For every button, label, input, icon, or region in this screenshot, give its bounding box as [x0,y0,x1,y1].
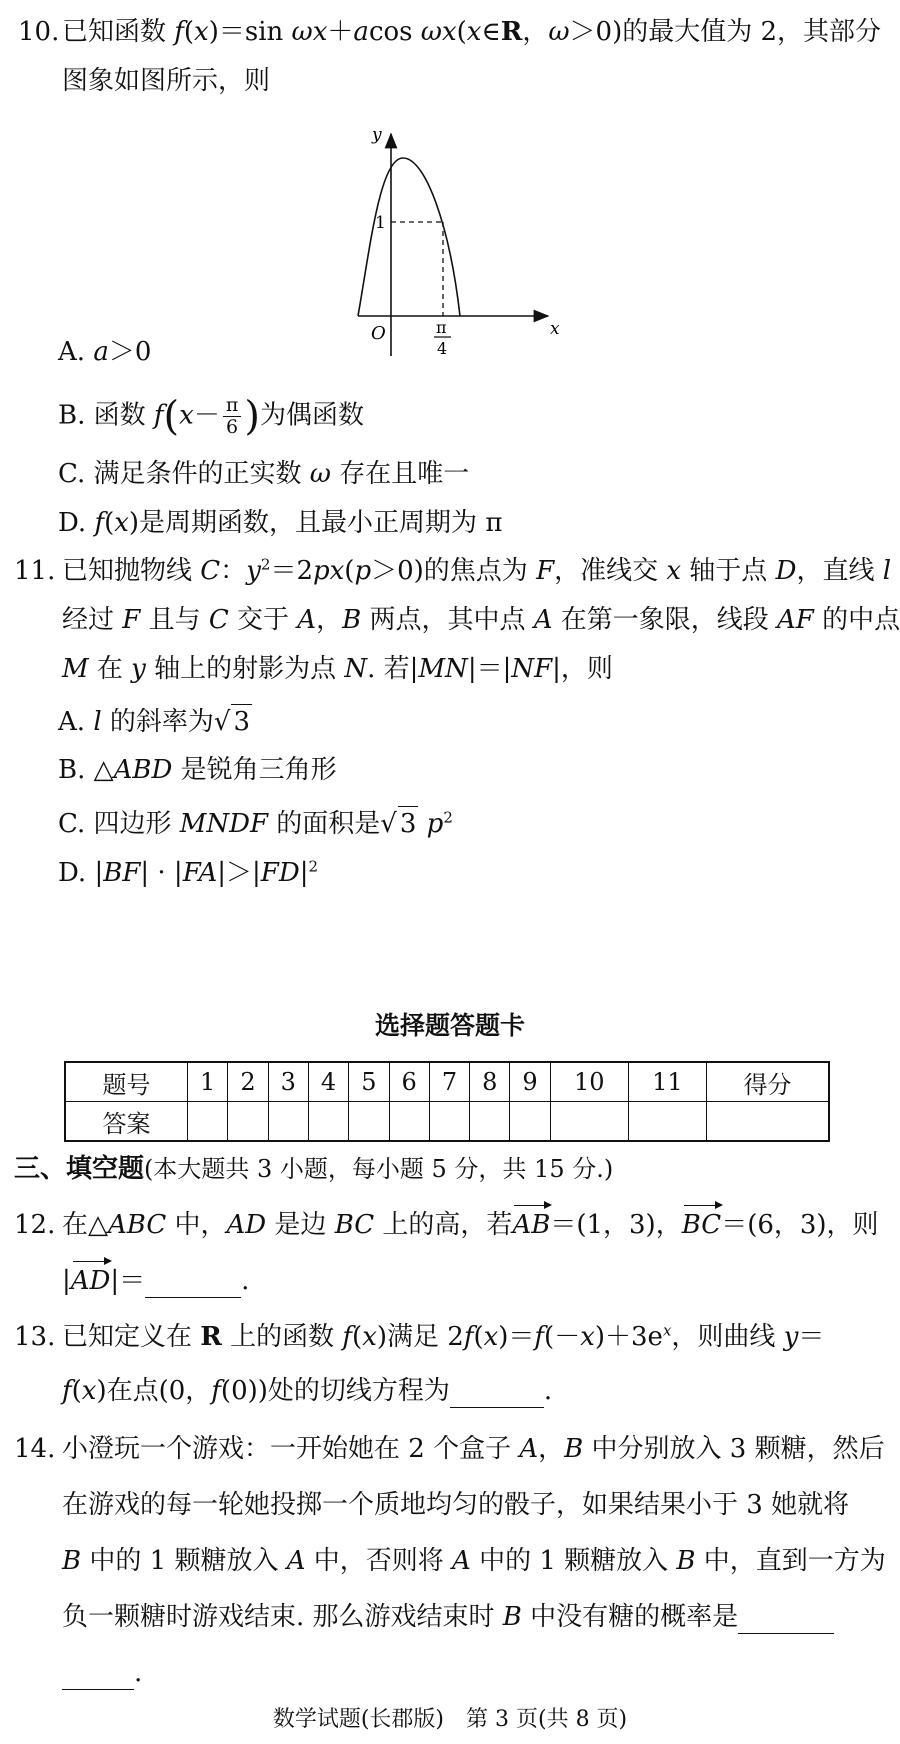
option-text: A. [58,707,94,737]
q10-text: R [500,17,523,47]
answer-blank[interactable] [450,1381,544,1408]
q11-text: C [208,605,229,635]
q11-option-a-text: A. l 的斜率为√ 3 [58,704,252,739]
q12-stem [62,1208,879,1242]
q13-text: x [580,1322,595,1352]
answer-card-row-label: 答案 [65,1102,188,1142]
right-paren: ) [244,393,260,440]
q11-text: 轴上的射影为点 [145,654,345,684]
q12-text: | [62,1266,71,1296]
q11-text: ，直线 [796,556,883,586]
q11-text: 轴于点 [681,556,776,586]
option-text: )是周期函数，且最小正周期为 π [128,508,503,538]
q13-text: x [81,1376,97,1406]
q13-number: 13. [14,1322,56,1352]
option-text: 为偶函数 [259,400,364,431]
page-footer: 数学试题(长郡版) 第 3 页(共 8 页) [272,1707,628,1732]
q12-stem-2 [62,1264,249,1298]
option-text: － [193,400,220,431]
tick-label-one: 1 [375,213,386,233]
answer-card-header-cell: 10 [550,1062,628,1102]
q10-text: ∈ [481,17,501,47]
answer-card-table [64,1061,830,1142]
answer-card-header-cell: 题号 [65,1062,188,1102]
fraction-denominator: 6 [226,416,239,438]
q12-text: . [241,1266,250,1296]
q14-text: B [676,1546,696,1576]
answer-card-header-cell: 6 [389,1062,429,1102]
option-text: 2 [443,808,453,827]
answer-card-header-cell: 11 [628,1062,706,1102]
q11-text: |＝| [467,654,512,684]
answer-cell[interactable] [228,1102,268,1142]
q10-option-a-text [58,335,151,369]
q10-text: ( [183,17,195,47]
q13-text: ＝ [798,1322,825,1352]
q10-text: ＋ [327,17,354,47]
q13-stem [62,1320,824,1354]
option-text: ABD [113,755,173,785]
y-axis-label: y [372,128,382,145]
answer-cell[interactable] [628,1102,706,1142]
q12-text: 在△ [62,1210,108,1240]
q12-number: 12. [14,1210,56,1240]
q10-stem [62,15,881,49]
q11-option-b-text [58,753,337,787]
q11-text: NF [511,654,553,684]
q13-stem-2 [62,1374,552,1408]
q11-text: y [246,556,261,586]
q13-text: (－ [544,1322,581,1352]
q14-text: 中没有糖的概率是 [521,1602,739,1632]
q10-text: x [194,17,209,47]
q12-text: 中， [166,1210,227,1240]
q13-text: f [342,1322,353,1352]
vector-ab: AB [512,1210,551,1240]
option-text: 是锐角三角形 [172,755,337,785]
q10-text: a [353,17,369,47]
q12-text: ＝(1，3)， [550,1210,682,1240]
option-text: BF [103,858,141,888]
q11-text: 已知抛物线 [62,556,201,586]
q10-text: )＝sin [208,17,292,47]
q14-text: . [134,1658,143,1688]
q11-text: 且与 [140,605,209,635]
q11-option-d-text [58,856,318,890]
option-text: p [418,809,444,839]
q13-text: x [483,1322,499,1352]
option-text: B. 函数 [58,400,154,431]
q11-text: MN [418,654,468,684]
q10-text: 已知函数 [62,17,175,47]
answer-card-header-cell: 5 [349,1062,389,1102]
sine-curve [358,158,460,316]
answer-card-header-cell: 4 [308,1062,348,1102]
q11-stem-2 [62,603,900,637]
option-text: FA [182,858,218,888]
option-text: a [93,337,109,367]
option-text: | [299,858,309,888]
q11-number: 11. [14,556,56,586]
q11-text: l [882,556,892,586]
q11-text: . 若| [367,654,419,684]
q14-text: B [62,1546,82,1576]
q13-text: (0))处的切线方程为 [220,1376,450,1406]
q13-text: f [534,1322,545,1352]
option-text: x [179,400,194,431]
q11-text: 经过 [62,605,123,635]
q11-text: 交于 [228,605,298,635]
q13-text: f [463,1322,474,1352]
q11-text: 两点，其中点 [361,605,534,635]
answer-cell[interactable] [429,1102,469,1142]
q10-option-d-text [58,506,502,540]
answer-card-title: 选择题答题卡 [374,1011,525,1040]
q13-text: 上的函数 [221,1322,343,1352]
q11-stem [62,554,891,588]
q12-text: AD [226,1210,267,1240]
q10-text: ωx [291,17,328,47]
answer-cell[interactable] [349,1102,389,1142]
q11-text: AF [777,605,814,635]
q13-text: . [543,1376,553,1406]
q11-text: N [344,654,368,684]
section-3-heading-text [14,1152,613,1186]
q11-text: |，则 [552,654,613,684]
answer-cell[interactable] [550,1102,628,1142]
q11-text: F [536,556,555,586]
q13-text: ( [71,1376,82,1406]
left-paren: ( [163,393,180,440]
q11-text: F [122,605,141,635]
q11-text: B [342,605,362,635]
q10-text: ωx [420,17,457,47]
q11-text: M [62,654,89,684]
q13-text: ( [352,1322,363,1352]
q13-text: y [783,1322,799,1352]
q11-text: A [297,605,317,635]
option-text: | · | [140,858,183,888]
q11-text: ( [344,556,355,586]
q13-text: 已知定义在 [62,1322,201,1352]
q12-text: ABC [108,1210,167,1240]
option-text: f [153,400,164,431]
option-text: FD [260,858,300,888]
q14-stem [62,1432,885,1466]
q12-text: |＝ [110,1266,146,1296]
q11-text: C [200,556,221,586]
q11-text: 2 [260,555,271,574]
q14-stem-5 [62,1656,142,1690]
q11-text: p [354,556,372,586]
q14-text: A [452,1546,471,1576]
q12-text: 上的高，若 [374,1210,513,1240]
option-text: ω [309,459,331,489]
q13-text: x [362,1322,377,1352]
section-title: 三、填空题 [14,1154,145,1184]
option-text: C. 满足条件的正实数 [58,459,310,489]
q14-text: 小澄玩一个游戏：一开始她在 2 个盒子 [62,1434,520,1464]
fraction-numerator: π [223,395,242,417]
option-text: A. [58,337,94,367]
q11-text: x [666,556,682,586]
option-text: D. [58,508,95,538]
answer-blank[interactable] [145,1271,241,1298]
q14-text: B [564,1434,584,1464]
q14-text: B [502,1602,522,1632]
answer-card-header-cell: 得分 [706,1062,829,1102]
q14-text: 中，直到一方为 [695,1546,886,1576]
answer-card-header-cell: 1 [188,1062,228,1102]
q13-text: )满足 2 [376,1322,464,1352]
answer-cell[interactable] [188,1102,228,1142]
q12-text: BC [334,1210,375,1240]
option-text: 的面积是 [268,809,381,839]
answer-cell[interactable] [308,1102,348,1142]
option-text: ＞0 [108,337,152,367]
x-axis-label: x [550,319,560,339]
answer-cell[interactable] [470,1102,510,1142]
option-text: C. 四边形 [58,809,180,839]
sqrt-radicand: 3 [231,704,252,739]
q11-text: 的中点 [813,605,900,635]
q11-text: ＞0)的焦点为 [371,556,537,586]
answer-card-answer-row [65,1102,829,1142]
option-text: B. △ [58,755,114,785]
answer-card-header-cell: 7 [429,1062,469,1102]
option-text: 的斜率为 [101,707,214,737]
q11-text: y [131,654,146,684]
q14-text: 中分别放入 3 颗糖，然后 [583,1434,885,1464]
q13-text: R [200,1322,222,1352]
option-text: l [93,707,102,737]
q14-text: A [286,1546,306,1576]
option-text: 存在且唯一 [330,459,470,489]
q11-text: 在 [88,654,132,684]
q10-number: 10. [18,17,60,47]
q10-text: cos [368,17,421,47]
q13-text: )＋3e [594,1322,663,1352]
tick-label-pi: π [436,318,447,337]
answer-card-header-cell: 2 [228,1062,268,1102]
q14-stem-3 [62,1544,886,1578]
q11-text: D [775,556,797,586]
q11-text: ： [220,556,247,586]
q14-stem-2: 在游戏的每一轮她投掷一个质地均匀的骰子，如果结果小于 3 她就将 [62,1490,850,1520]
q13-text: f [62,1376,72,1406]
answer-card-header-cell: 8 [470,1062,510,1102]
q11-text: ＝2 [270,556,313,586]
tick-label-four: 4 [437,339,448,358]
answer-cell[interactable] [510,1102,550,1142]
option-text: x [114,508,129,538]
q14-text: A [519,1434,539,1464]
option-text: ( [104,508,115,538]
q10-stem-continued: 图象如图所示，则 [62,66,271,96]
q10-text: ＞0)的最大值为 2，其部分 [569,17,882,47]
q12-text: ＝(6，3)，则 [721,1210,879,1240]
q10-text: ， [522,17,549,47]
option-text: |＞| [217,858,261,888]
score-cell[interactable] [706,1102,829,1142]
sqrt-radicand: 3 [398,806,419,841]
q14-text: ， [538,1434,565,1464]
q11-text: 在第一象限，线段 [552,605,778,635]
q11-stem-3 [62,652,613,686]
answer-blank-continued[interactable] [62,1663,134,1690]
q11-text: ， [316,605,343,635]
q13-text: x [662,1321,672,1340]
q10-text: f [174,17,184,47]
section-note: (本大题共 3 小题，每小题 5 分，共 15 分.) [144,1155,614,1183]
q11-text: px [312,556,345,586]
q13-text: ( [473,1322,484,1352]
q13-text: f [211,1376,221,1406]
vector-bc: BC [681,1210,722,1240]
answer-card-header-cell: 9 [510,1062,550,1102]
q10-text: x [466,17,482,47]
q12-text: 是边 [266,1210,335,1240]
q14-number: 14. [14,1434,56,1464]
q11-option-c-text: C. 四边形 MNDF 的面积是√ 3 $p^2$ [58,806,453,841]
option-text: 2 [308,857,318,876]
q14-text: 中的 1 颗糖放入 [81,1546,287,1576]
answer-cell[interactable] [268,1102,308,1142]
vector-ad: AD [70,1266,111,1296]
answer-cell[interactable] [389,1102,429,1142]
answer-card-header-row [65,1062,829,1102]
option-text: f [94,508,105,538]
q14-stem-4 [62,1600,834,1634]
q14-text: 中，否则将 [305,1546,453,1576]
q13-text: ，则曲线 [671,1322,784,1352]
q13-text: )在点(0， [96,1376,212,1406]
option-text: D. | [58,858,104,888]
origin-label: O [371,323,386,344]
q10-option-c-text [58,457,469,491]
q14-text: 负一颗糖时游戏结束. 那么游戏结束时 [62,1602,503,1632]
q13-text: )＝ [498,1322,535,1352]
option-text: MNDF [179,809,269,839]
answer-blank[interactable] [738,1607,834,1634]
q10-option-b-text [58,395,364,438]
q10-text: ( [456,17,467,47]
pi-over-six-fraction [223,395,242,438]
q11-text: A [533,605,553,635]
q10-graph [350,128,560,363]
q14-text: 中的 1 颗糖放入 [470,1546,677,1576]
q10-text: ω [548,17,570,47]
answer-card-header-cell: 3 [268,1062,308,1102]
q11-text: ，准线交 [554,556,667,586]
